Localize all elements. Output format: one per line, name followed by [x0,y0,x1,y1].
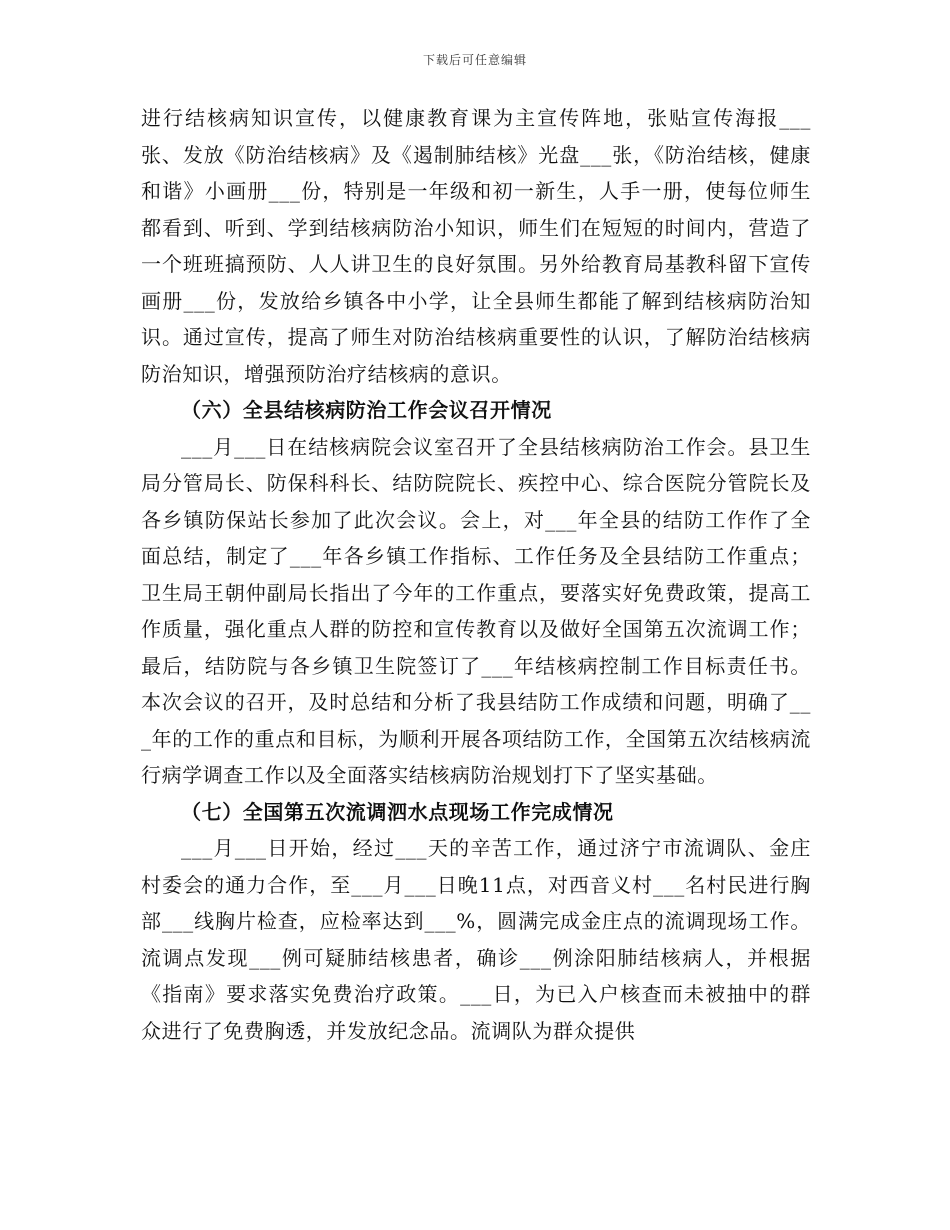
paragraph-field-survey: ___月___日开始，经过___天的辛苦工作，通过济宁市流调队、金庄村委会的通力合作，至___月___日晚11点，对西音义村___名村民进行胸部___线胸片检查，应检率达到___%，圆满完成金庄点的流调现场工作。流调点发现___例可疑肺结核患者，确诊___例涂阳肺结核病人，并根据《指南》要求落实免费治疗政策。___日，为已入户核查而未被抽中的群众进行了免费胸透，并发放纪念品。流调队为群众提供 [141,836,811,1043]
document-body [141,100,811,1049]
paragraph-health-education: 进行结核病知识宣传，以健康教育课为主宣传阵地，张贴宣传海报___张、发放《防治结核病》及《遏制肺结核》光盘___张，《防治结核，健康和谐》小画册___份，特别是一年级和初一新生，人手一册，使每位师生都看到、听到、学到结核病防治小知识，师生们在短短的时间内，营造了一个班班搞预防、人人讲卫生的良好氛围。另外给教育局基教科留下宣传画册___份，发放给乡镇各中小学，让全县师生都能了解到结核病防治知识。通过宣传，提高了师生对防治结核病重要性的认识，了解防治结核病防治知识，增强预防治疗结核病的意识。 [141,106,811,386]
section-heading-six: （六）全县结核病防治工作会议召开情况 [181,398,552,422]
section-heading-seven: （七）全国第五次流调泗水点现场工作完成情况 [181,799,614,824]
page-header: 下载后可任意编辑 [422,53,527,67]
paragraph-county-meeting: ___月___日在结核病院会议室召开了全县结核病防治工作会。县卫生局分管局长、防保科科长、结防院院长、疾控中心、综合医院分管院长及各乡镇防保站长参加了此次会议。会上，对___年全县的结防工作作了全面总结，制定了___年各乡镇工作指标、工作任务及全县结防工作重点；卫生局王朝仲副局长指出了今年的工作重点，要落实好免费政策，提高工作质量，强化重点人群的防控和宣传教育以及做好全国第五次流调工作；最后，结防院与各乡镇卫生院签订了___年结核病控制工作目标责任书。本次会议的召开，及时总结和分析了我县结防工作成绩和问题，明确了___年的工作的重点和目标，为顺利开展各项结防工作，全国第五次结核病流行病学调查工作以及全面落实结核病防治规划打下了坚实基础。 [141,434,811,787]
